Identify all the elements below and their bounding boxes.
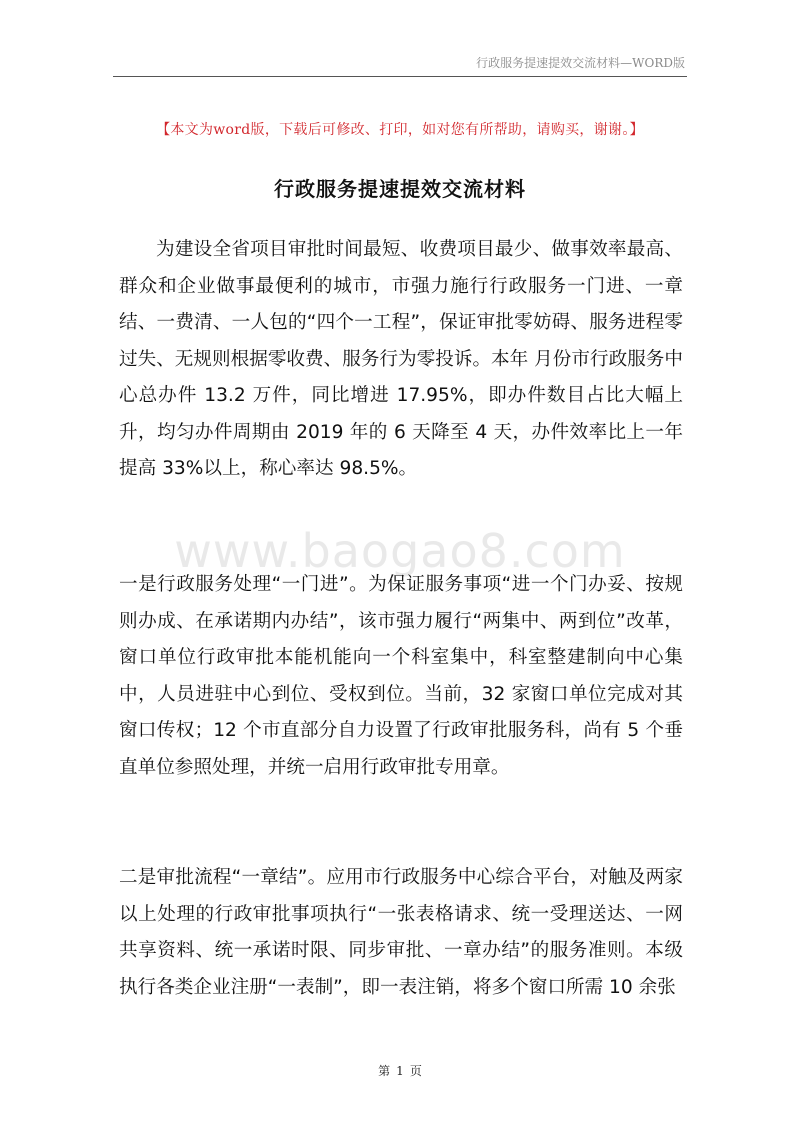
paragraph-intro: 为建设全省项目审批时间最短、收费项目最少、做事效率最高、群众和企业做事最便利的城市，市强力施行行政服务一门进、一章结、一费清、一人包的“四个一工程”，保证审批零妨碍、服务进程零过失、无规则根据零收费、服务行为零投诉。本年 月份市行政服务中心总办件 13.2 万件，同比增进 17.95%，即办件数目占比大幅上升，均匀办件周期由 2019 年的 6 天降至 4 天，办件效率比上一年提高 33%以上，称心率达 98.5%。 xyxy=(119,239,683,479)
running-header: 行政服务提速提效交流材料—WORD版 xyxy=(476,56,685,70)
footer-prefix: 第 xyxy=(378,1064,391,1078)
header-divider xyxy=(113,76,687,77)
page-footer xyxy=(0,1062,800,1079)
purchase-notice: 【本文为word版，下载后可修改、打印，如对您有所帮助，请购买，谢谢。】 xyxy=(156,122,644,138)
paragraph-one-door: 一是行政服务处理“一门进”。为保证服务事项“进一个门办妥、按规则办成、在承诺期内办结”，该市强力履行“两集中、两到位”改革，窗口单位行政审批本能机能向一个科室集中，科室整建制向中心集中，人员进驻中心到位、受权到位。当前，32 家窗口单位完成对其窗口传权；12 个市直部分自力设置了行政审批服务科，尚有 5 个垂直单位参照处理，并统一启用行政审批专用章。 xyxy=(119,574,683,778)
paragraph-one-seal: 二是审批流程“一章结”。应用市行政服务中心综合平台，对触及两家以上处理的行政审批事项执行“一张表格请求、统一受理送达、一网共享资料、统一承诺时限、同步审批、一章办结”的服务准则。本级执行各类企业注册“一表制”，即一表注销，将多个窗口所需 10 余张 xyxy=(119,867,683,998)
page-number: 1 xyxy=(396,1064,404,1078)
document-title: 行政服务提速提效交流材料 xyxy=(274,177,526,201)
watermark: www.baogao8.com xyxy=(174,524,626,578)
footer-suffix: 页 xyxy=(409,1064,422,1078)
